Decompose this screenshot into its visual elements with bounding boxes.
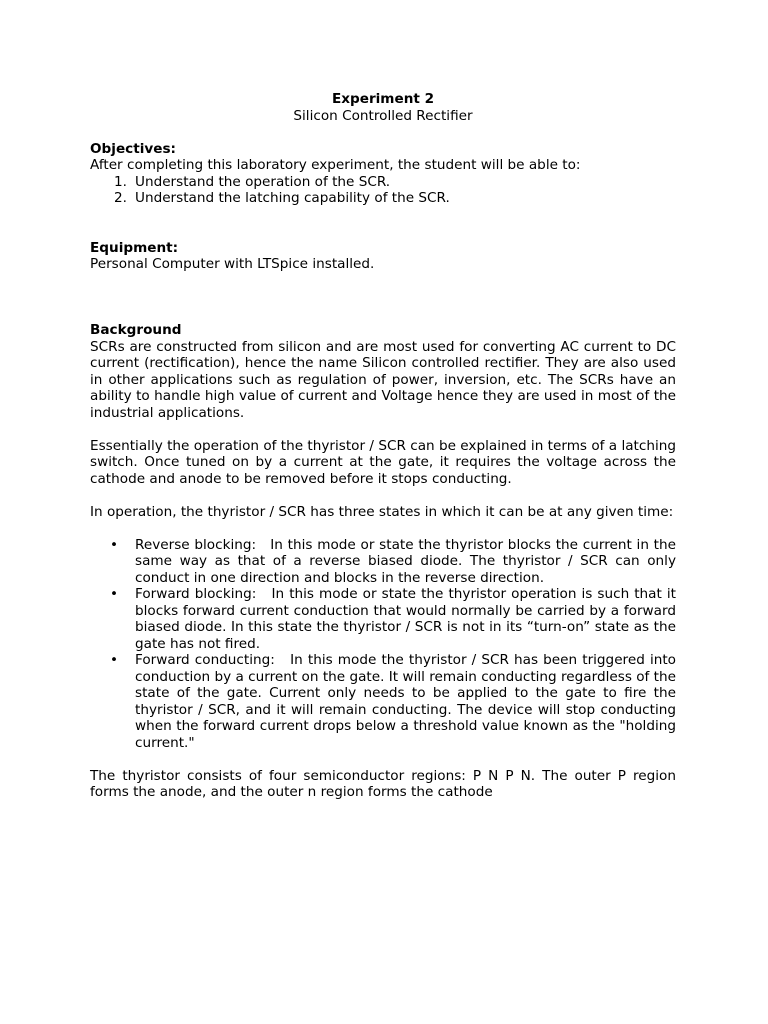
document-subtitle: Silicon Controlled Rectifier [293,107,473,124]
background-paragraph-1: SCRs are constructed from silicon and are most used for converting AC current to DC current (rectification), hence the name Silicon controlled rectifier. They are also used in other applications such as regulation of power, inversion, etc. The SCRs have an ability to handle high value of current and Voltage hence they are used in most of the industrial applications. [90,338,676,421]
objective-text: Understand the operation of the SCR. [135,173,391,190]
state-term: Reverse blocking: [135,536,271,553]
bullet-icon: • [110,536,119,553]
objectives-list [90,174,676,207]
state-term: Forward conducting: [135,652,291,668]
document-title: Experiment 2 [331,91,435,107]
state-description: In this mode or state the thyristor blocks the current in the same way as that of a reverse biased diode. The thyristor / SCR can only conduct in one direction and blocks in the reverse direction. [135,536,676,586]
document-body [90,91,676,801]
objective-number: 1. [114,173,127,190]
objective-item [90,190,676,207]
equipment-text: Personal Computer with LTSpice installed. [90,256,375,272]
background-paragraph-3: In operation, the thyristor / SCR has three states in which it can be at any given time: [90,503,674,520]
objectives-heading: Objectives: [90,140,176,157]
state-item-forward-blocking [90,586,676,652]
state-term: Forward blocking: [135,586,272,602]
background-paragraph-4: The thyristor consists of four semiconductor regions: P N P N. The outer P region forms the anode, and the outer n region forms the cathode [90,767,676,800]
state-description: In this mode the thyristor / SCR has been triggered into conduction by a current on the gate. It will remain conducting regardless of the state of the gate. Current only needs to be applied to the gate to fire the thyristor / SCR, and it will remain conducting. The device will stop conducting when the forward current drops below a threshold value known as the "holding current." [135,652,676,751]
equipment-heading: Equipment: [90,239,179,256]
objectives-intro: After completing this laboratory experiment, the student will be able to: [90,157,581,173]
thyristor-states-list [90,537,676,752]
objective-number: 2. [114,190,127,206]
bullet-icon: • [110,586,119,602]
state-description: In this mode or state the thyristor operation is such that it blocks forward current conduction that would normally be carried by a forward biased diode. In this state the thyristor / SCR is not in its “turn-on” state as the gate has not fired. [135,586,676,652]
objective-text: Understand the latching capability of the SCR. [135,190,450,206]
state-item-forward-conducting [90,652,676,751]
state-item-reverse-blocking [90,537,676,587]
background-heading: Background [90,322,182,338]
bullet-icon: • [110,652,119,668]
objective-item [90,174,676,191]
background-paragraph-2: Essentially the operation of the thyristor / SCR can be explained in terms of a latching switch. Once tuned on by a current at the gate, it requires the voltage across the cathode and anode to be removed before it stops conducting. [90,437,676,487]
